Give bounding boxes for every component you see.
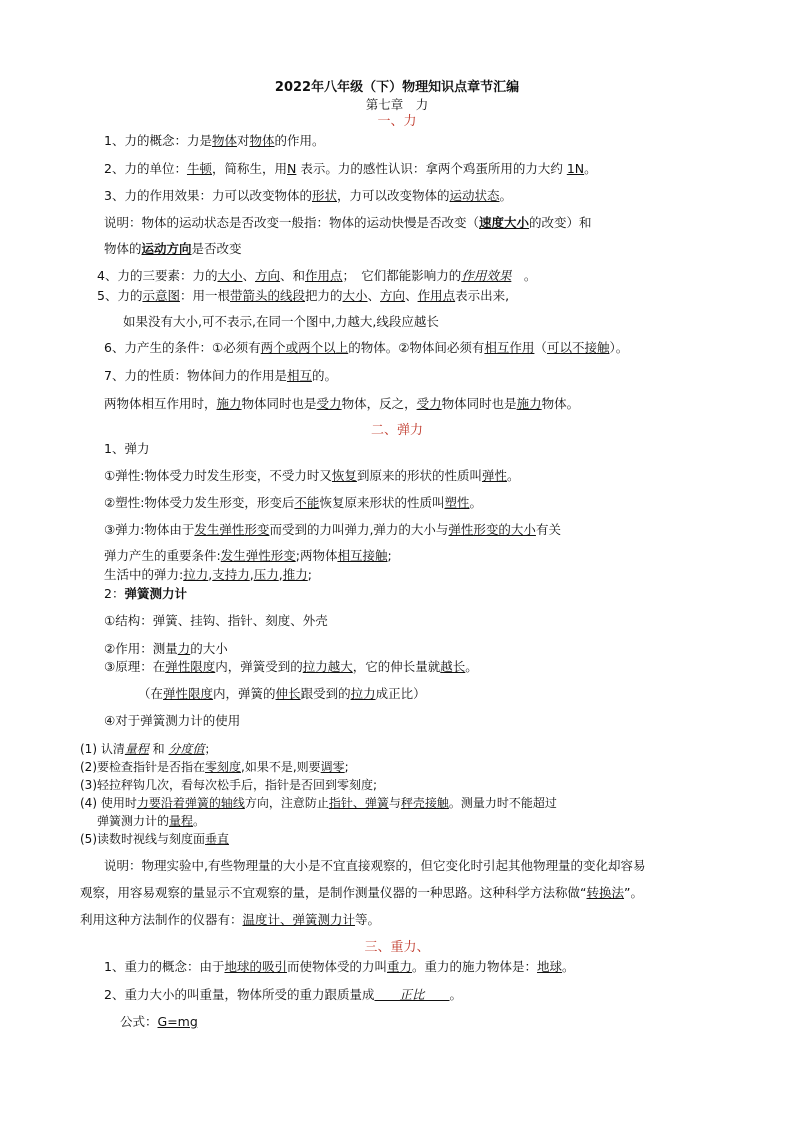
usage-item-4: (4) 使用时力要沿着弹簧的轴线方向，注意防止指针、弹簧与秤壳接触。测量力时不能超过 — [80, 796, 557, 810]
usage-item-3: (3)轻拉秤钩几次，看每次松手后，指针是否回到零刻度; — [80, 778, 378, 792]
para-force-unit: 2、力的单位：牛顿，简称生，用N 表示。力的感性认识：拿两个鸡蛋所用的力大约 1N。 — [104, 161, 597, 176]
para-function: ②作用：测量力的大小 — [104, 641, 228, 656]
para-structure: ①结构：弹簧、挂钩、指针、刻度、外壳 — [104, 613, 328, 628]
section-heading-gravity: 三、重力、 — [364, 940, 430, 955]
doc-title: 2022年八年级（下）物理知识点章节汇编 — [274, 80, 520, 95]
chapter-title: 第七章 力 — [365, 97, 429, 112]
para-conversion-note: 说明：物理实验中,有些物理量的大小是不宜直接观察的，但它变化时引起其他物理量的变化却容易 — [104, 858, 646, 873]
para-elastic-force: ③弹力:物体由于发生弹性形变而受到的力叫弹力,弹力的大小与弹性形变的大小有关 — [104, 522, 561, 537]
para-force-diagram: 5、力的示意图：用一根带箭头的线段把力的大小、方向、作用点表示出来, — [97, 288, 510, 303]
para-conversion-instruments: 利用这种方法制作的仪器有：温度计、弹簧测力计等。 — [80, 912, 381, 927]
para-spring-scale-heading: 2：弹簧测力计 — [104, 586, 187, 601]
usage-item-1: (1) 认清量程 和 分度值； — [80, 742, 217, 756]
para-force-conditions: 6、力产生的条件：①必须有两个或两个以上的物体。②物体间必须有相互作用（可以不接触）。 — [104, 340, 629, 355]
para-usage-heading: ④对于弹簧测力计的使用 — [104, 713, 241, 728]
para-motion-note: 说明：物体的运动状态是否改变一般指：物体的运动快慢是否改变（速度大小的改变）和 — [104, 215, 592, 230]
para-elasticity: ①弹性:物体受力时发生形变，不受力时又恢复到原来的形状的性质叫弹性。 — [104, 468, 520, 483]
usage-item-4-cont: 弹簧测力计的量程。 — [97, 814, 206, 828]
para-force-effect: 3、力的作用效果：力可以改变物体的形状，力可以改变物体的运动状态。 — [104, 188, 513, 203]
para-force-nature: 7、力的性质：物体间力的作用是相互的。 — [104, 368, 337, 383]
para-proportional: （在弹性限度内，弹簧的伸长跟受到的拉力成正比） — [138, 686, 426, 701]
para-elastic-heading: 1、弹力 — [104, 441, 150, 456]
section-heading-elastic: 二、弹力 — [370, 423, 423, 438]
usage-item-2: (2)要检查指针是否指在零刻度,如果不是,则要调零; — [80, 760, 349, 774]
para-plasticity: ②塑性:物体受力发生形变，形变后不能恢复原来形状的性质叫塑性。 — [104, 495, 482, 510]
para-elastic-condition: 弹力产生的重要条件:发生弹性形变;两物体相互接触; — [104, 548, 392, 563]
usage-item-5: (5)读数时视线与刻度面垂直 — [80, 832, 230, 846]
para-three-elements: 4、力的三要素：力的大小、方向、和作用点； 它们都能影响力的作用效果 。 — [97, 268, 537, 283]
para-interaction: 两物体相互作用时，施力物体同时也是受力物体，反之，受力物体同时也是施力物体。 — [104, 396, 580, 411]
para-force-diagram-cont: 如果没有大小,可不表示,在同一个图中,力越大,线段应越长 — [123, 314, 439, 329]
para-motion-note-cont: 物体的运动方向是否改变 — [104, 241, 242, 256]
para-force-concept: 1、力的概念：力是物体对物体的作用。 — [104, 133, 325, 148]
para-elastic-examples: 生活中的弹力:拉力,支持力,压力,推力; — [104, 567, 312, 582]
para-principle: ③原理：在弹性限度内，弹簧受到的拉力越大，它的伸长量就越长。 — [104, 659, 478, 674]
para-conversion-method: 观察，用容易观察的量显示不宜观察的量，是制作测量仪器的一种思路。这种科学方法称做“转换法”。 — [80, 885, 643, 900]
para-gravity-weight: 2、重力大小的叫重量，物体所受的重力跟质量成 正比 。 — [104, 987, 462, 1002]
para-gravity-formula: 公式：G=mg — [120, 1014, 198, 1029]
para-gravity-concept: 1、重力的概念：由于地球的吸引而使物体受的力叫重力。重力的施力物体是：地球。 — [104, 959, 575, 974]
section-heading-force: 一、力 — [377, 114, 417, 129]
